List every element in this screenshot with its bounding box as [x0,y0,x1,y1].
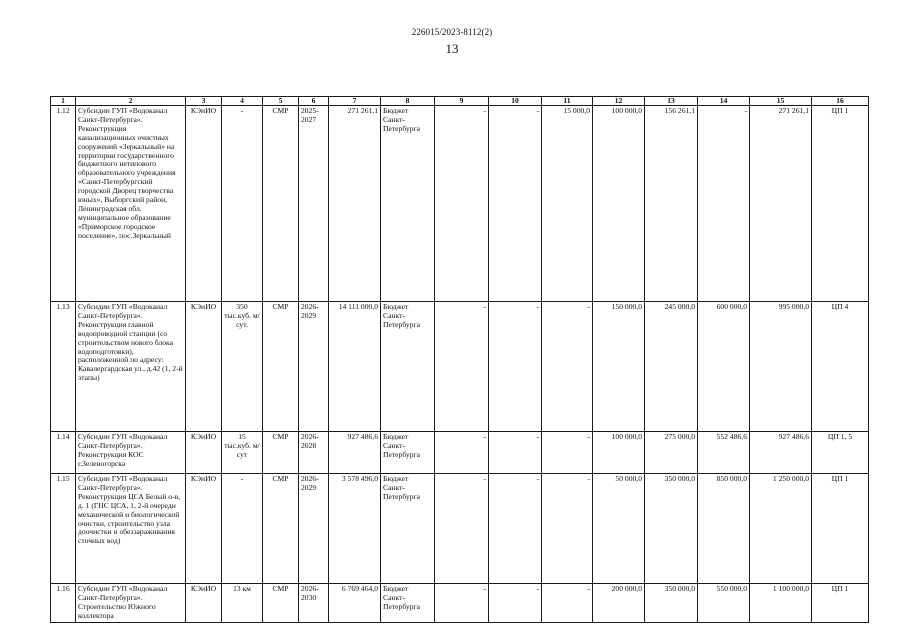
period: 2026-2030 [299,584,329,623]
item-name: Субсидии ГУП «Водоканал Санкт-Петербурга». Строительство Южного коллектора [76,584,186,623]
column-header: 12 [593,97,645,106]
value-col-10: - [489,474,542,584]
total-cost: 6 769 464,0 [329,584,381,623]
total-cost: 3 578 496,0 [329,474,381,584]
column-header: 9 [435,97,489,106]
capacity: 350 тыс.куб. м/сут. [222,302,263,432]
table-row [51,106,869,302]
funding-source: Бюджет Санкт-Петербурга [381,106,435,302]
item-name: Субсидии ГУП «Водоканал Санкт-Петербурга». Реконструкция КОС г.Зеленогорска [76,432,186,474]
program-code: ЦП 4 [812,302,869,432]
period: 2026-2028 [299,432,329,474]
row-number: 1.15 [51,474,76,584]
value-col-10: - [489,584,542,623]
funding-source: Бюджет Санкт-Петербурга [381,584,435,623]
value-col-9: - [435,302,489,432]
work-type: СМР [263,432,299,474]
column-header: 13 [645,97,698,106]
work-type: СМР [263,302,299,432]
capacity: 15 тыс.куб. м/сут [222,432,263,474]
funding-source: Бюджет Санкт-Петербурга [381,432,435,474]
value-col-12: 100 000,0 [593,432,645,474]
period: 2025-2027 [299,106,329,302]
capacity: - [222,474,263,584]
table-row [51,302,869,432]
column-header: 15 [750,97,812,106]
program-code: ЦП 1 [812,106,869,302]
value-col-15: 271 261,1 [750,106,812,302]
item-name: Субсидии ГУП «Водоканал Санкт-Петербурга». Реконструкция канализационных очистных сооружений «Зеркальный» на территории государственного бюджетного нетипового образовательного учреждения «Санкт-Петербургский городской Дворец творчества юных», Выборгский район, Ленинградская обл. муниципальное образование «Приморское городское поселение», пос.Зеркальный [76,106,186,302]
value-col-14: - [698,106,750,302]
work-type: СМР [263,106,299,302]
page-number: 13 [445,41,459,56]
funding-source: Бюджет Санкт-Петербурга [381,474,435,584]
table-row [51,432,869,474]
total-cost: 271 261,1 [329,106,381,302]
item-name: Субсидии ГУП «Водоканал Санкт-Петербурга». Реконструкция главной водопроводной станции (со строительством нового блока водоподготовки), расположенной по адресу: Кавалергардская ул., д.42 (1, 2-й этапы) [76,302,186,432]
value-col-12: 150 000,0 [593,302,645,432]
value-col-11: - [542,302,593,432]
program-code: ЦП 1 [812,474,869,584]
value-col-11: - [542,584,593,623]
responsible: КЭиИО [186,584,222,623]
value-col-13: 275 000,0 [645,432,698,474]
program-code: ЦП 1, 5 [812,432,869,474]
table-body [51,106,869,623]
value-col-14: 600 000,0 [698,302,750,432]
value-col-10: - [489,302,542,432]
row-number: 1.12 [51,106,76,302]
column-header: 7 [329,97,381,106]
row-number: 1.13 [51,302,76,432]
work-type: СМР [263,474,299,584]
column-header: 8 [381,97,435,106]
responsible: КЭиИО [186,302,222,432]
table-row [51,474,869,584]
total-cost: 927 486,6 [329,432,381,474]
value-col-10: - [489,106,542,302]
value-col-15: 1 100 000,0 [750,584,812,623]
value-col-13: 245 000,0 [645,302,698,432]
value-col-12: 100 000,0 [593,106,645,302]
budget-table [50,96,869,623]
column-header: 5 [263,97,299,106]
document-number: 226015/2023-8112(2) [411,27,493,37]
value-col-14: 550 000,0 [698,584,750,623]
value-col-14: 552 486,6 [698,432,750,474]
value-col-13: 156 261,1 [645,106,698,302]
column-header: 1 [51,97,76,106]
responsible: КЭиИО [186,474,222,584]
value-col-15: 927 486,6 [750,432,812,474]
table-row [51,584,869,623]
total-cost: 14 111 000,0 [329,302,381,432]
value-col-9: - [435,474,489,584]
row-number: 1.16 [51,584,76,623]
column-header: 4 [222,97,263,106]
value-col-13: 350 000,0 [645,474,698,584]
column-header: 16 [812,97,869,106]
value-col-9: - [435,584,489,623]
column-header: 11 [542,97,593,106]
responsible: КЭиИО [186,432,222,474]
value-col-13: 350 000,0 [645,584,698,623]
period: 2026-2029 [299,474,329,584]
table-header-row [51,97,869,106]
value-col-12: 200 000,0 [593,584,645,623]
period: 2026-2029 [299,302,329,432]
work-type: СМР [263,584,299,623]
column-header: 6 [299,97,329,106]
responsible: КЭиИО [186,106,222,302]
value-col-11: - [542,474,593,584]
item-name: Субсидии ГУП «Водоканал Санкт-Петербурга». Реконструкция ЦСА Белый о-в, д. 1 (ГНС ЦСА, 1, 2-й очереди механической и биологической очистки, строительство узла доочистки и обеззараживания сточных вод) [76,474,186,584]
value-col-12: 50 000,0 [593,474,645,584]
value-col-11: 15 000,0 [542,106,593,302]
program-code: ЦП 1 [812,584,869,623]
value-col-15: 995 000,0 [750,302,812,432]
value-col-11: - [542,432,593,474]
column-header: 3 [186,97,222,106]
column-header: 2 [76,97,186,106]
funding-source: Бюджет Санкт-Петербурга [381,302,435,432]
value-col-9: - [435,106,489,302]
value-col-15: 1 250 000,0 [750,474,812,584]
value-col-14: 850 000,0 [698,474,750,584]
column-header: 14 [698,97,750,106]
capacity: 13 км [222,584,263,623]
column-header: 10 [489,97,542,106]
value-col-10: - [489,432,542,474]
row-number: 1.14 [51,432,76,474]
value-col-9: - [435,432,489,474]
capacity: - [222,106,263,302]
